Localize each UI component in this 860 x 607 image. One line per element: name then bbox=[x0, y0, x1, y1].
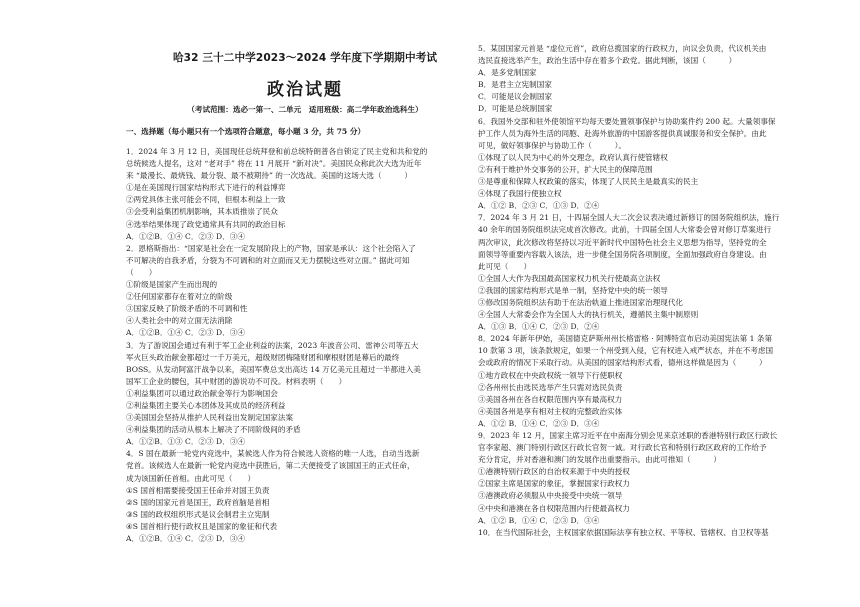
answer-options: D．可能是总统制国家 bbox=[478, 104, 553, 114]
statement-option: ①是在美国现行国家结构形式下进行的利益博弈 bbox=[126, 183, 286, 193]
answer-options: A．①②B．①④ C．②③ D．③④ bbox=[126, 231, 245, 241]
statement-option: ②国家主席是国家的象征，掌握国家行政权力 bbox=[478, 479, 630, 489]
statement-option: ④S 国首相行使行政权且是国家的象征和代表 bbox=[126, 521, 278, 531]
statement-option: ④美国各州是享有相对主权的完整政治实体 bbox=[478, 406, 623, 416]
question-text-line: 成为该国新任首相。由此可见（ ） bbox=[126, 473, 256, 483]
question-text-line: 此可见（ ） bbox=[478, 261, 532, 271]
question-text-line: 9．2023 年 12 月，国家主席习近平在中南海分别会见来京述职的香港特别行政区行政长 bbox=[478, 431, 778, 440]
statement-option: ①港澳特别行政区的自治权来源于中央的授权 bbox=[478, 467, 630, 477]
question-text-line: 4．S 国在最新一轮党内竞选中，某候选人作为符合候选人资格的唯一人选，自动当选新 bbox=[126, 449, 420, 459]
statement-option: ③港澳政府必须服从中央接受中央统一领导 bbox=[478, 491, 623, 501]
answer-options: A．是多党制国家 bbox=[478, 68, 537, 78]
statement-option: ②任何国家都存在着对立的阶级 bbox=[126, 292, 233, 302]
exam-scope: （考试范围：选必一第一、二单元 适用班级：高二学年政治选科生） bbox=[187, 105, 423, 114]
section-heading: 一、选择题（每小题只有一个选项符合题意，每小题 3 分，共 75 分） bbox=[126, 127, 366, 136]
statement-option: ②我国的国家结构形式是单一制，坚持党中央的统一领导 bbox=[478, 285, 668, 295]
answer-options: B．是君主立宪制国家 bbox=[478, 80, 552, 90]
statement-option: ④全国人大常委会作为全国人大的执行机关，遵循民主集中制原则 bbox=[478, 310, 699, 320]
question-text-line: 3．为了游说国会通过有利于军工企业利益的法案，2023 年波音公司、雷神公司等五大 bbox=[126, 340, 419, 350]
statement-option: ③国家反映了阶级矛盾的不可调和性 bbox=[126, 304, 248, 314]
question-text-line: 可见，做好领事保护与协助工作（ ）。 bbox=[478, 140, 627, 150]
right-column bbox=[478, 43, 836, 539]
statement-option: ③会受利益集团机制影响，其本质推崇了民众 bbox=[126, 207, 278, 217]
answer-options: C．可能是议会制国家 bbox=[478, 92, 553, 102]
answer-options: A．①③ B．①④ C．②③ D．②④ bbox=[478, 322, 600, 332]
answer-options: A．①②B．①③ C．②③ D．③④ bbox=[126, 437, 245, 447]
question-text-line: 5．某国国家元首是 “虚位元首”，政府总揽国家的行政权力，向议会负责，代议机关由 bbox=[478, 44, 767, 53]
statement-option: ④人类社会中的对立面无法消除 bbox=[126, 316, 233, 326]
statement-option: ③美国国会坚持从推护人民利益出发制定国家法案 bbox=[126, 413, 294, 423]
statement-option: ①地方政权在中央政权统一领导下行使职权 bbox=[478, 370, 623, 380]
question-text-line: 8．2024 年新年伊始，美国德克萨斯州州长格雷格 · 阿博特宣布启动美国宪法第 1 条第 bbox=[478, 334, 773, 344]
question-text-line: 10 款第 3 项，该条款规定，如果一个州受到入侵，它有权进入戒严状态，并在不考虑国 bbox=[478, 346, 774, 356]
question-text-line: 7．2024 年 3 月 21 日，十四届全国人大二次会议表决通过新修订的国务院组织法，施行 bbox=[478, 213, 780, 223]
question-text-line: 6．我国外交部和驻外使领馆平均每天要处置领事保护与协助案件约 200 起。大量领事保 bbox=[478, 116, 776, 126]
statement-option: ①体现了以人民为中心的外交理念，政府认真行使管辖权 bbox=[478, 152, 668, 162]
question-text-line: 来 “最漫长、最烧钱、最分裂、最不被期待” 的一次选战。美国的这场大选（ ） bbox=[126, 171, 412, 181]
question-text-line: 党首。该候选人在最新一轮党内竞选中获胜后，第二天便接受了该国国王的正式任命， bbox=[126, 461, 415, 471]
question-text-line: 两次审议，此次修改将坚持以习近平新时代中国特色社会主义思想为指导，坚持党的全 bbox=[478, 237, 767, 247]
answer-options: A．①② B．①④ C．②③ D．③④ bbox=[478, 515, 600, 525]
answer-options: A．①② B．②③ C．①③ D．②④ bbox=[478, 201, 600, 211]
statement-option: ②两党具体主张可能会不同，但根本利益上一致 bbox=[126, 195, 286, 205]
statement-option: ②S 国的国家元首是国王，政府首脑是首相 bbox=[126, 497, 270, 507]
statement-option: ②各州州长由选民选举产生只需对选民负责 bbox=[478, 382, 623, 392]
question-text-line: 国军工企业的腰包，其中财团的游说功不可没。材料表明（ ） bbox=[126, 376, 347, 386]
question-text-line: 官李家超、澳门特别行政区行政长官贺一诚。对行政长官和特别行政区政府的工作给予 bbox=[478, 443, 767, 453]
statement-option: ①阶级是国家产生而出现的 bbox=[126, 280, 218, 290]
statement-option: ②有利于维护外交事务的公开，扩大民主的保障范围 bbox=[478, 164, 653, 174]
question-text-line: 40 余年的国务院组织法完成首次修改。此前，十四届全国人大常委会曾对修订草案进行 bbox=[478, 225, 772, 235]
exam-title: 哈32 三十二中学2023～2024 学年度下学期期中考试 bbox=[172, 52, 438, 64]
question-text-line: 会或政府的情况下采取行动。从美国的国家结构形式看，德州这样做是因为（ ） bbox=[478, 358, 767, 368]
statement-option: ③修改国务院组织法有助于在法治轨道上推进国家治理现代化 bbox=[478, 297, 684, 307]
question-text-line: 2．恩格斯指出：“国家是社会在一定发展阶段上的产物，国家是承认：这个社会陷入了 bbox=[126, 243, 416, 253]
question-text-line: 面领导等重要内容载入该法，进一步健全国务院各项制度，全面加强政府自身建设。由 bbox=[478, 249, 767, 259]
answer-options: A．①② B．①④ C．②③ D．③④ bbox=[478, 418, 600, 428]
statement-option: ④体现了我国行使独立权 bbox=[478, 189, 562, 199]
statement-option: ③美国各州在各自权限范围内享有最高权力 bbox=[478, 394, 623, 404]
question-text-line: 护工作人员为海外生活的同胞、赴海外旅游的中国游客提供真诚服务和安全保护。由此 bbox=[478, 128, 767, 138]
answer-options: A．①②B．①④ C．②③ D．③④ bbox=[126, 328, 245, 338]
subject-title: 政治试题 bbox=[267, 80, 343, 100]
question-text-line: 1．2024 年 3 月 12 日，美国现任总统拜登和前总统特朗普各自锁定了民主党和共和党的 bbox=[126, 147, 428, 156]
statement-option: ③S 国的政权组织形式是议会制君主立宪制 bbox=[126, 509, 270, 519]
question-text-line: BOSS。从发动阿富汗战争以来，美国军费总支出高达 14 万亿美元且超过一半都进入美 bbox=[126, 364, 421, 374]
question-text-line: 10．在当代国际社会，主权国家依据国际法享有独立权、平等权、管辖权、自卫权等基 bbox=[478, 527, 769, 537]
question-text-line: 选民直接选举产生，政治生活中存在着多个政党。据此判断，该国（ ） bbox=[478, 56, 737, 66]
question-text-line: 总统候选人提名，这对 “老对手” 将在 11 月展开 “新对决”。美国民众称此次大选为近年 bbox=[126, 159, 422, 169]
question-text-line: 不可解决的自我矛盾，分裂为不可调和的对立面而又无力摆脱这些对立面。” 据此可知 bbox=[126, 255, 410, 265]
statement-option: ④利益集团的活动从根本上解决了不同阶级间的矛盾 bbox=[126, 425, 301, 435]
statement-option: ①S 国首相需要接受国王任命并对国王负责 bbox=[126, 485, 270, 495]
question-text-line: 军火巨头政治献金都超过一千万美元，超级财团梅隆财团和摩根财团是幕后的最终 bbox=[126, 352, 400, 362]
question-text-line: （ ） bbox=[126, 267, 157, 277]
statement-option: ④中央和港澳在各自权限范围内行使最高权力 bbox=[478, 503, 630, 513]
statement-option: ①全国人大作为我国最高国家权力机关行使最高立法权 bbox=[478, 273, 661, 283]
statement-option: ①利益集团可以通过政治献金等行为影响国会 bbox=[126, 388, 278, 398]
left-column bbox=[126, 146, 484, 545]
statement-option: ②利益集团主要关心本团体及其成员的经济利益 bbox=[126, 400, 286, 410]
answer-options: A．①②B．①④ C．②③ D．③④ bbox=[126, 534, 245, 543]
question-text-line: 充分肯定，并对香港和澳门的发展作出重要指示。由此可推知（ ） bbox=[478, 455, 721, 465]
statement-option: ④选举结果体现了政党通常具有共同的政治目标 bbox=[126, 219, 286, 229]
statement-option: ③是尊重和保障人权政策的落实，体现了人民民主是最真实的民主 bbox=[478, 177, 699, 187]
